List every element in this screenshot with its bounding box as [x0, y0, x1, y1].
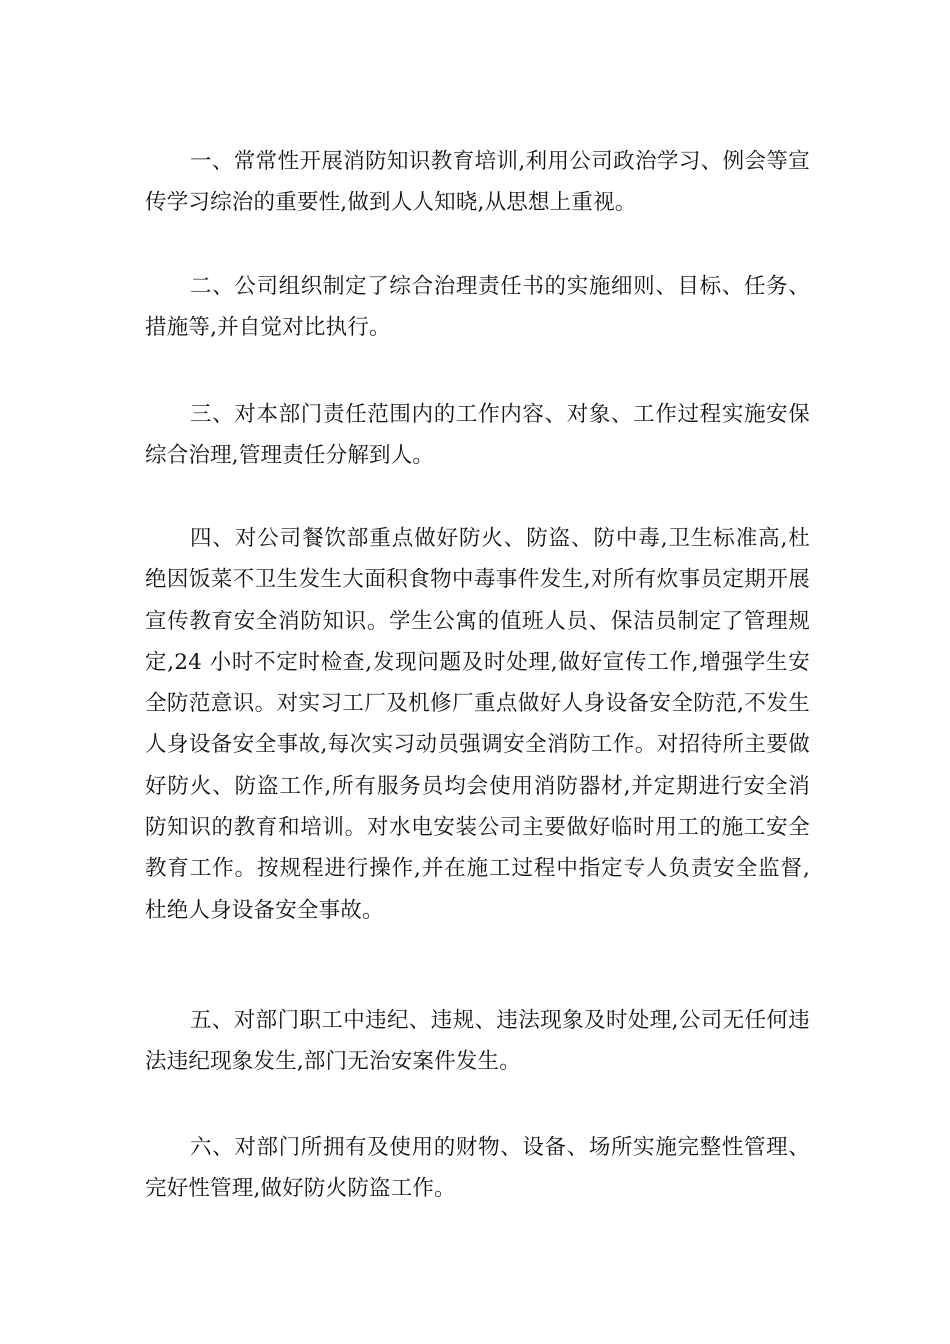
- paragraph-3: 三、对本部门责任范围内的工作内容、对象、工作过程实施安保综合治理,管理责任分解到人。: [145, 402, 810, 469]
- paragraph-1: 一、常常性开展消防知识教育培训,利用公司政治学习、例会等宣传学习综治的重要性,做到人人知晓,从思想上重视。: [145, 149, 810, 216]
- paragraph-2: 二、公司组织制定了综合治理责任书的实施细则、目标、任务、措施等,并自觉对比执行。: [145, 274, 810, 341]
- paragraph-6: 六、对部门所拥有及使用的财物、设备、场所实施完整性管理、完好性管理,做好防火防盗工作。: [145, 1135, 810, 1202]
- paragraph-5: 五、对部门职工中违纪、违规、违法现象及时处理,公司无任何违法违纪现象发生,部门无治安案件发生。: [145, 1008, 810, 1075]
- paragraph-4: 四、对公司餐饮部重点做好防火、防盗、防中毒,卫生标准高,杜绝因饭菜不卫生发生大面积食物中毒事件发生,对所有炊事员定期开展宣传教育安全消防知识。学生公寓的值班人员、保洁员制定了管理规定,24 小时不定时检查,发现问题及时处理,做好宣传工作,增强学生安全防范意识。对实习工厂及机修厂重点做好人身设备安全防范,不发生人身设备安全事故,每次实习动员强调安全消防工作。对招待所主要做好防火、防盗工作,所有服务员均会使用消防器材,并定期进行安全消防知识的教育和培训。对水电安装公司主要做好临时用工的施工安全教育工作。按规程进行操作,并在施工过程中指定专人负责安全监督,杜绝人身设备安全事故。: [145, 526, 810, 923]
